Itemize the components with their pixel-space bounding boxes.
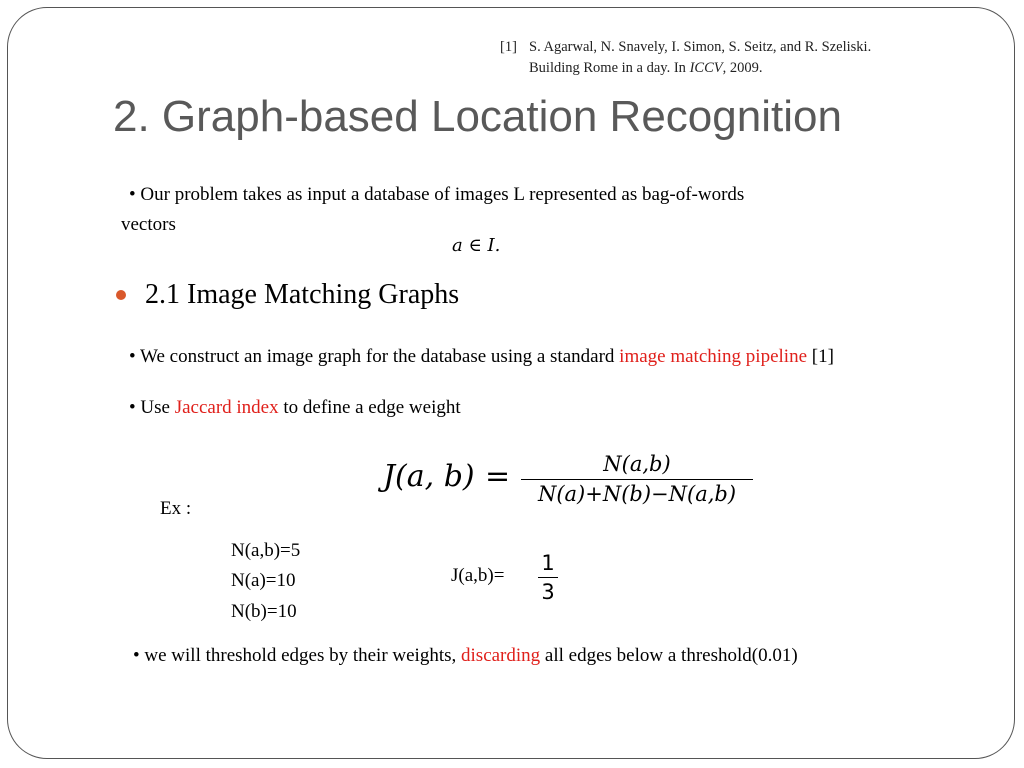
set-membership-formula: a ∈ I.: [452, 235, 501, 256]
example-nb: N(b)=10: [231, 601, 297, 622]
section-heading: 2.1 Image Matching Graphs: [145, 279, 460, 310]
bullet1-highlight: image matching pipeline: [619, 346, 808, 367]
jaccard-fraction: [521, 452, 753, 506]
bullet2-highlight: Jaccard index: [174, 397, 279, 418]
jaccard-fraction-bar: [521, 479, 753, 480]
bullet1-suffix: [1]: [807, 346, 834, 367]
example-label: Ex :: [160, 498, 192, 519]
section-bullet-icon: [116, 290, 126, 300]
slide-title: 2. Graph-based Location Recognition: [113, 92, 842, 141]
example-nab: N(a,b)=5: [231, 540, 301, 561]
bullet-matching-pipeline: [129, 346, 834, 368]
intro-line-1: • Our problem takes as input a database of images L represented as bag-of-words: [129, 184, 745, 205]
example-result-denominator: 3: [541, 580, 555, 604]
bullet2-suffix: to define a edge weight: [278, 397, 461, 418]
final-prefix: • we will threshold edges by their weights,: [133, 645, 462, 666]
jaccard-denominator: N(a)+N(b)−N(a,b): [537, 482, 737, 506]
bullet1-prefix: • We construct an image graph for the database using a standard: [129, 346, 620, 367]
reference-authors: S. Agarwal, N. Snavely, I. Simon, S. Seitz, and R. Szeliski.: [529, 39, 872, 55]
reference-number: [1]: [500, 39, 517, 55]
reference-line2: [529, 58, 871, 79]
intro-line-2: vectors: [121, 214, 176, 235]
final-suffix: all edges below a threshold(0.01): [540, 645, 798, 666]
example-result-fraction: [538, 551, 558, 604]
final-highlight: discarding: [461, 645, 541, 666]
bullet-threshold: [133, 645, 798, 667]
bullet-jaccard: [129, 397, 461, 419]
example-result-bar: [538, 577, 558, 578]
reference-body: [529, 37, 871, 79]
bullet2-prefix: • Use: [129, 397, 175, 418]
jaccard-lhs: J(a, b): [383, 459, 475, 494]
reference-year: , 2009.: [722, 60, 763, 76]
example-result-numerator: 1: [541, 551, 555, 575]
example-result-label: J(a,b)=: [451, 565, 505, 586]
example-na: N(a)=10: [231, 570, 296, 591]
reference-title: Building Rome in a day. In: [529, 60, 690, 76]
jaccard-numerator: N(a,b): [603, 452, 671, 476]
reference-venue: ICCV: [689, 60, 723, 76]
jaccard-equals: =: [485, 459, 511, 494]
